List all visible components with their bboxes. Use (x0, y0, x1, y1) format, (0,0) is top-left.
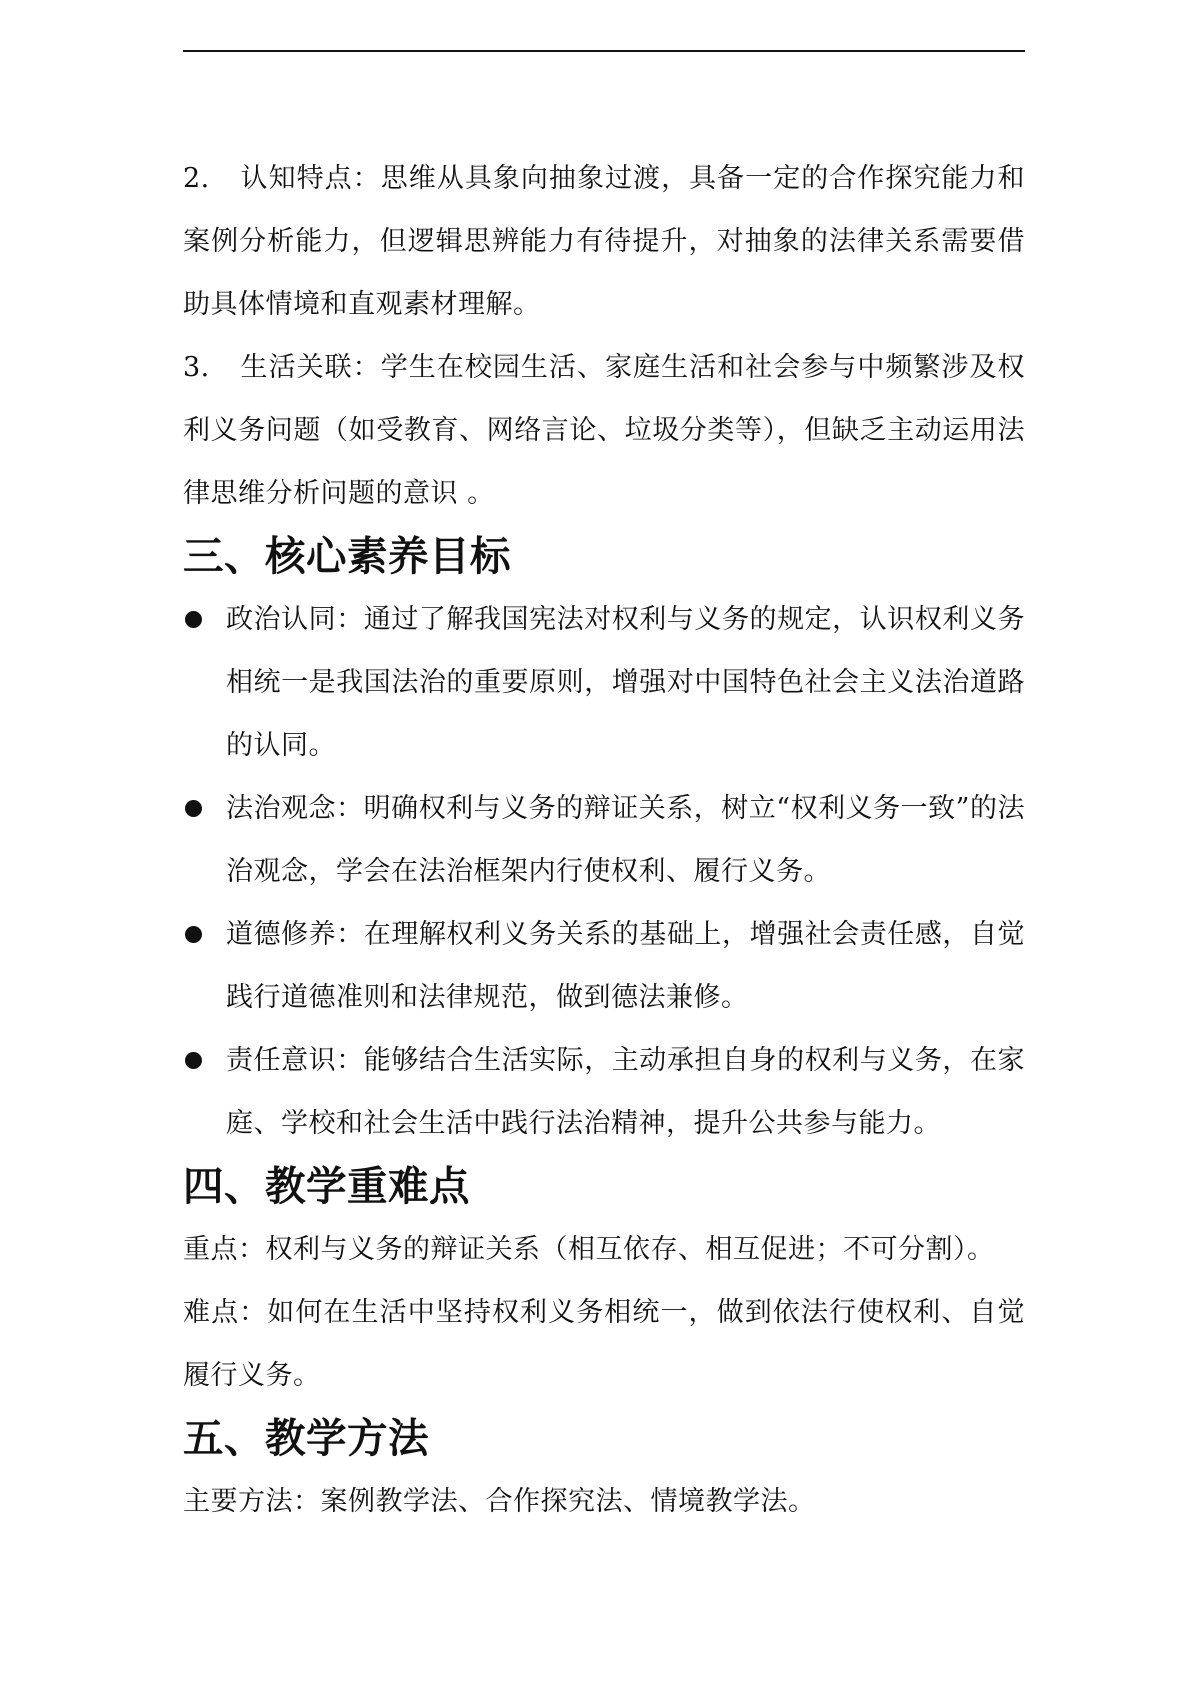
bullet-item-political-identity (183, 588, 1025, 777)
section-heading-key-points: 四、教学重难点 (183, 1162, 470, 1210)
student-analysis-item-2 (183, 147, 1025, 336)
key-point-difficulty: 难点：如何在生活中坚持权利义务相统一，做到依法行使权利、自觉履行义务。 (183, 1297, 1025, 1391)
bullet-text: 责任意识：能够结合生活实际，主动承担自身的权利与义务，在家庭、学校和社会生活中践行法治精神，提升公共参与能力。 (226, 1045, 1025, 1139)
student-analysis-item-3 (183, 336, 1025, 525)
bullet-text: 政治认同：通过了解我国宪法对权利与义务的规定，认识权利义务相统一是我国法治的重要原则，增强对中国特色社会主义法治道路的认同。 (226, 604, 1025, 761)
bullet-icon (185, 800, 202, 817)
document-body (183, 147, 1025, 1533)
bullet-icon (185, 611, 202, 628)
bullet-item-moral-cultivation (183, 903, 1025, 1029)
item-text: 生活关联：学生在校园生活、家庭生活和社会参与中频繁涉及权利义务问题（如受教育、网络言论、垃圾分类等），但缺乏主动运用法律思维分析问题的意识 。 (183, 352, 1025, 509)
bullet-text: 道德修养：在理解权利义务关系的基础上，增强社会责任感，自觉践行道德准则和法律规范，做到德法兼修。 (226, 919, 1025, 1013)
item-number: 3. (183, 352, 210, 383)
item-text: 认知特点：思维从具象向抽象过渡，具备一定的合作探究能力和案例分析能力，但逻辑思辨能力有待提升，对抽象的法律关系需要借助具体情境和直观素材理解。 (183, 163, 1025, 320)
bullet-item-responsibility (183, 1029, 1025, 1155)
teaching-methods-main: 主要方法：案例教学法、合作探究法、情境教学法。 (183, 1486, 816, 1517)
section-heading-methods: 五、教学方法 (183, 1414, 429, 1462)
bullet-icon (185, 926, 202, 943)
bullet-icon (185, 1052, 202, 1069)
header-rule (183, 50, 1025, 52)
section-heading-core-goals: 三、核心素养目标 (183, 532, 511, 580)
item-number: 2. (183, 163, 210, 194)
key-point-focus: 重点：权利与义务的辩证关系（相互依存、相互促进；不可分割）。 (183, 1234, 995, 1265)
bullet-text: 法治观念：明确权利与义务的辩证关系，树立“权利义务一致”的法治观念，学会在法治框架内行使权利、履行义务。 (226, 793, 1025, 887)
bullet-item-rule-of-law (183, 777, 1025, 903)
